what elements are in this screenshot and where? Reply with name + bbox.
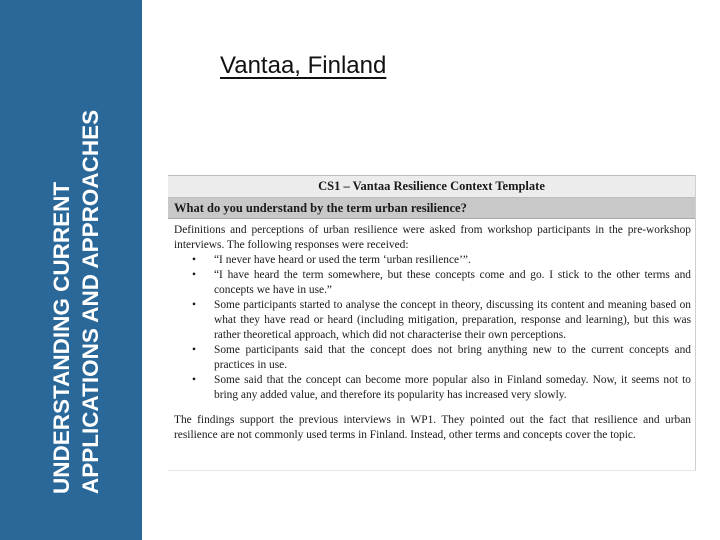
findings-paragraph: The findings support the previous interviews in WP1. They pointed out the fact that resilience and urban resilience are not commonly used terms in Finland. Instead, other terms and concepts cover the topic. bbox=[174, 414, 691, 441]
list-item-text: “I never have heard or used the term ‘urban resilience’”. bbox=[214, 254, 471, 266]
list-item bbox=[174, 253, 691, 268]
document-title: CS1 – Vantaa Resilience Context Template bbox=[168, 175, 695, 198]
bullet-icon: • bbox=[192, 269, 196, 281]
bullet-icon: • bbox=[192, 299, 196, 311]
sidebar-title-line2: APPLICATIONS AND APPROACHES bbox=[78, 109, 103, 494]
list-item-text: Some participants said that the concept does not bring anything new to the current concepts and practices in use. bbox=[214, 344, 691, 371]
list-item bbox=[174, 343, 691, 373]
document-question: What do you understand by the term urban resilience? bbox=[168, 198, 695, 219]
list-item bbox=[174, 298, 691, 343]
response-list bbox=[174, 253, 691, 403]
list-item-text: “I have heard the term somewhere, but these concepts come and go. I stick to the other terms and concepts we have in use.” bbox=[214, 269, 691, 296]
list-item bbox=[174, 373, 691, 403]
bullet-icon: • bbox=[192, 374, 196, 386]
list-item-text: Some participants started to analyse the concept in theory, discussing its content and meaning based on what they have read or heard (including mitigation, preparation, response and learning), but this was rather theoretical approach, which did not characterise their own perceptions. bbox=[214, 299, 691, 341]
list-item-text: Some said that the concept can become more popular also in Finland someday. Now, it seems not to bring any added value, and therefore its popularity has increased very slowly. bbox=[214, 374, 691, 401]
bullet-icon: • bbox=[192, 344, 196, 356]
sidebar-title-line1: UNDERSTANDING CURRENT bbox=[49, 181, 74, 494]
sidebar-title bbox=[47, 14, 105, 494]
list-item bbox=[174, 268, 691, 298]
sidebar-band bbox=[0, 0, 142, 540]
document-excerpt bbox=[168, 175, 696, 471]
intro-paragraph: Definitions and perceptions of urban resilience were asked from workshop participants in the pre-workshop interviews. The following responses were received: bbox=[174, 224, 691, 251]
document-body bbox=[168, 219, 695, 443]
bullet-icon: • bbox=[192, 254, 196, 266]
page-heading: Vantaa, Finland bbox=[220, 52, 387, 79]
